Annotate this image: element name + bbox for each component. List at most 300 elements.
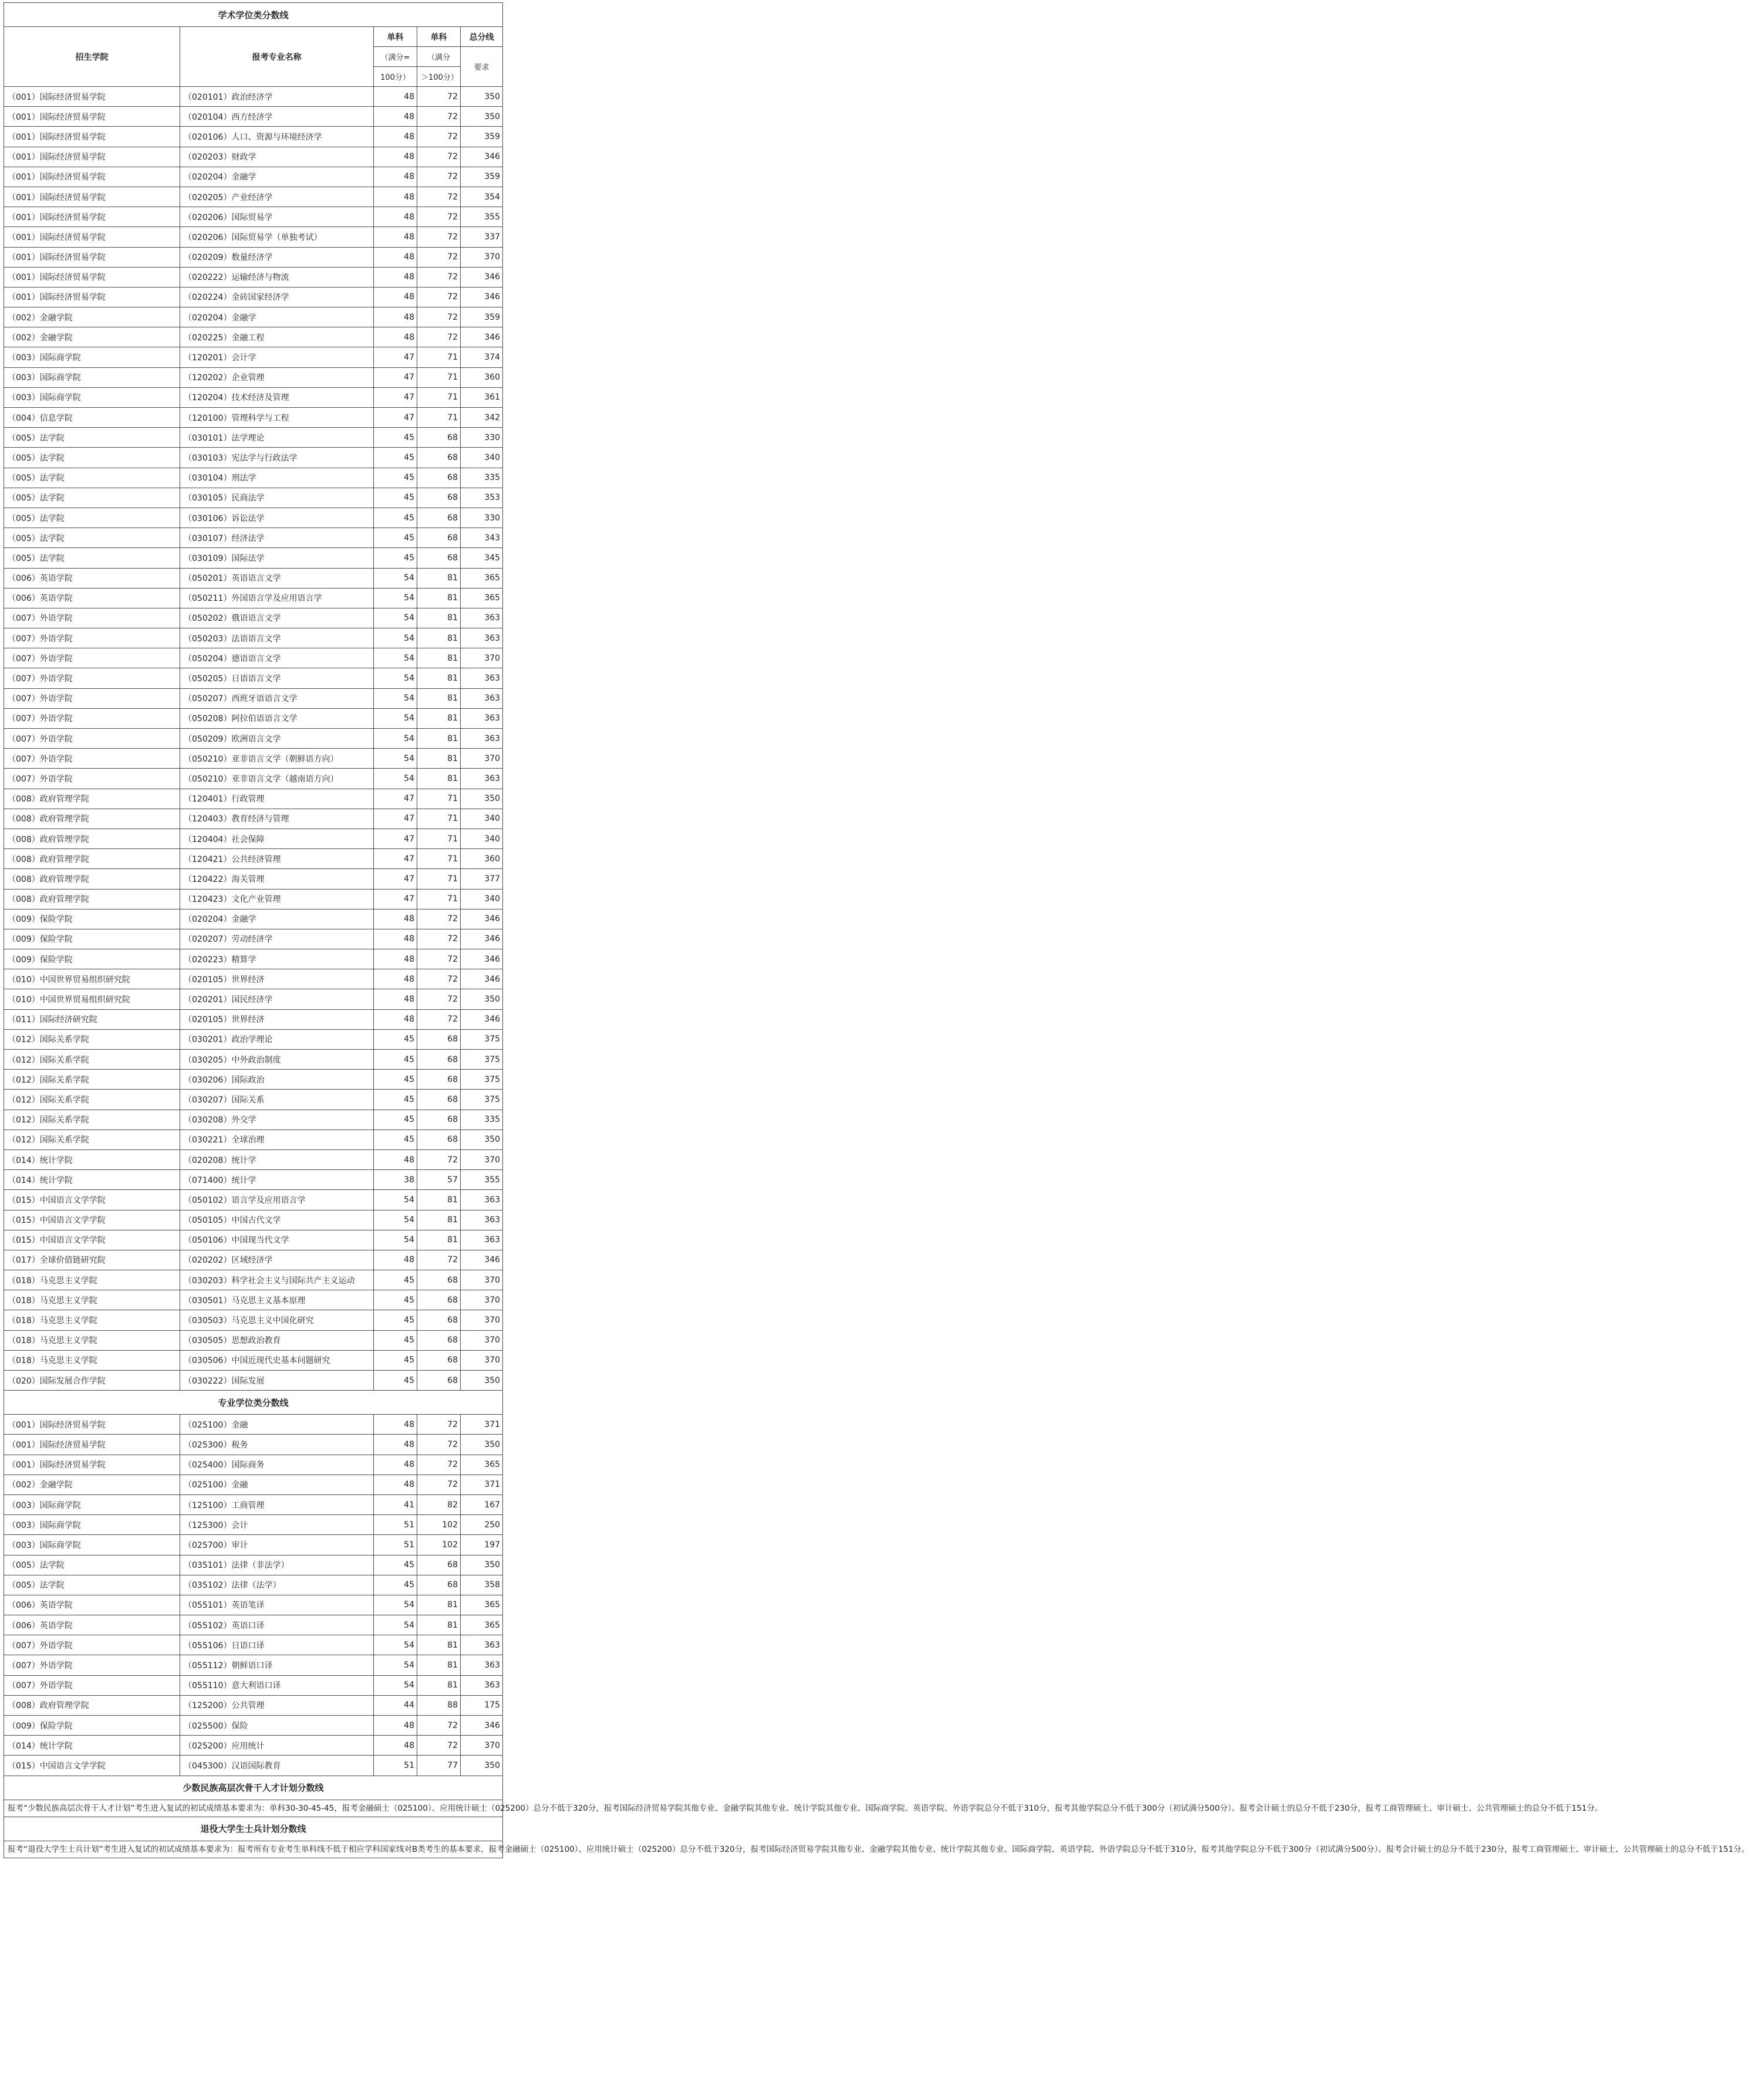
cell-single2: 68 — [417, 448, 461, 468]
cell-single2: 71 — [417, 789, 461, 809]
cell-single1: 47 — [374, 849, 417, 869]
cell-school: （002）金融学院 — [4, 327, 180, 347]
cell-single2: 68 — [417, 1130, 461, 1149]
cell-single2: 72 — [417, 327, 461, 347]
cell-major: （120403）教育经济与管理 — [180, 809, 374, 828]
cell-school: （014）统计学院 — [4, 1736, 180, 1756]
cell-major: （020104）西方经济学 — [180, 107, 374, 127]
cell-total: 363 — [461, 1675, 503, 1695]
cell-major: （020205）产业经济学 — [180, 187, 374, 207]
cell-single1: 45 — [374, 1371, 417, 1391]
cell-school: （005）法学院 — [4, 508, 180, 527]
cell-school: （007）外语学院 — [4, 688, 180, 708]
table-row — [4, 1330, 503, 1350]
cell-single1: 48 — [374, 307, 417, 327]
table-row — [4, 1716, 503, 1736]
cell-total: 359 — [461, 127, 503, 147]
cell-major: （120201）会计学 — [180, 347, 374, 367]
cell-single2: 82 — [417, 1494, 461, 1514]
cell-major: （120421）公共经济管理 — [180, 849, 374, 869]
cell-total: 346 — [461, 949, 503, 969]
header-single2-line2: （满分 — [417, 47, 461, 67]
cell-total: 350 — [461, 1756, 503, 1776]
cell-single1: 47 — [374, 408, 417, 428]
cell-single2: 81 — [417, 568, 461, 588]
cell-school: （001）国际经济贸易学院 — [4, 1455, 180, 1475]
cell-single2: 72 — [417, 107, 461, 127]
cell-total: 346 — [461, 1009, 503, 1029]
cell-school: （007）外语学院 — [4, 628, 180, 648]
table-row — [4, 387, 503, 407]
cell-total: 350 — [461, 1371, 503, 1391]
cell-single2: 68 — [417, 1270, 461, 1290]
cell-total: 355 — [461, 207, 503, 227]
cell-single2: 81 — [417, 648, 461, 668]
cell-school: （018）马克思主义学院 — [4, 1290, 180, 1310]
cell-major: （025300）税务 — [180, 1435, 374, 1455]
cell-single1: 45 — [374, 1110, 417, 1130]
cell-single1: 45 — [374, 1050, 417, 1070]
cell-total: 175 — [461, 1695, 503, 1715]
cell-school: （003）国际商学院 — [4, 347, 180, 367]
table-row — [4, 628, 503, 648]
cell-single2: 72 — [417, 929, 461, 949]
table-row — [4, 989, 503, 1009]
cell-single1: 48 — [374, 1716, 417, 1736]
cell-major: （030201）政治学理论 — [180, 1029, 374, 1049]
table-row — [4, 1736, 503, 1756]
table-row — [4, 1009, 503, 1029]
cell-major: （050204）德语语言文学 — [180, 648, 374, 668]
cell-single2: 81 — [417, 1675, 461, 1695]
cell-school: （007）外语学院 — [4, 608, 180, 628]
cell-single2: 77 — [417, 1756, 461, 1776]
header-school: 招生学院 — [4, 27, 180, 87]
cell-school: （012）国际关系学院 — [4, 1070, 180, 1090]
cell-school: （005）法学院 — [4, 488, 180, 508]
header-total-line1: 总分线 — [461, 27, 503, 47]
table-row — [4, 1170, 503, 1190]
cell-school: （008）政府管理学院 — [4, 889, 180, 909]
cell-major: （120404）社会保障 — [180, 828, 374, 848]
cell-single2: 68 — [417, 1290, 461, 1310]
cell-single1: 51 — [374, 1535, 417, 1555]
cell-single2: 68 — [417, 508, 461, 527]
table-row — [4, 1149, 503, 1169]
veteran-section-text: 报考“退役大学生士兵计划”考生进入复试的初试成绩基本要求为：报考所有专业考生单科线不低于相应学科国家线对B类考生的基本要求，报考金融硕士（025100）、应用统计硕士（025200）总分不低于320分，报考国际经济贸易学院其他专业、金融学院其他专业、统计学院其他专业、国际商学院、英语学院、外语学院总分不低于310分，报考其他学院总分不低于300分（初试满分500分）。报考会计硕士的总分不低于230分，报考工商管理硕士、审计硕士、公共管理硕士的总分不低于151分。 — [4, 1841, 503, 1858]
cell-major: （055106）日语口译 — [180, 1635, 374, 1655]
header-single1-line2: （满分= — [374, 47, 417, 67]
cell-school: （014）统计学院 — [4, 1149, 180, 1169]
cell-total: 360 — [461, 849, 503, 869]
table-row — [4, 227, 503, 247]
table-row — [4, 1615, 503, 1635]
cell-single2: 71 — [417, 347, 461, 367]
cell-single2: 68 — [417, 1575, 461, 1595]
cell-total: 350 — [461, 1130, 503, 1149]
cell-single1: 54 — [374, 1190, 417, 1210]
cell-total: 340 — [461, 889, 503, 909]
cell-single2: 81 — [417, 628, 461, 648]
cell-school: （005）法学院 — [4, 1575, 180, 1595]
cell-school: （018）马克思主义学院 — [4, 1270, 180, 1290]
table-row — [4, 187, 503, 207]
cell-major: （020224）金砖国家经济学 — [180, 287, 374, 307]
table-row — [4, 809, 503, 828]
cell-single1: 47 — [374, 889, 417, 909]
cell-major: （050201）英语语言文学 — [180, 568, 374, 588]
cell-total: 375 — [461, 1050, 503, 1070]
cell-single1: 48 — [374, 1009, 417, 1029]
table-row — [4, 107, 503, 127]
cell-total: 363 — [461, 1230, 503, 1250]
cell-total: 346 — [461, 147, 503, 167]
cell-single1: 45 — [374, 1350, 417, 1370]
cell-school: （012）国际关系学院 — [4, 1110, 180, 1130]
table-row — [4, 688, 503, 708]
cell-single2: 72 — [417, 147, 461, 167]
cell-single1: 45 — [374, 448, 417, 468]
cell-school: （018）马克思主义学院 — [4, 1350, 180, 1370]
table-row — [4, 889, 503, 909]
cell-single2: 81 — [417, 1210, 461, 1230]
cell-total: 350 — [461, 87, 503, 107]
cell-total: 343 — [461, 528, 503, 548]
cell-school: （001）国际经济贸易学院 — [4, 287, 180, 307]
cell-major: （025100）金融 — [180, 1475, 374, 1494]
cell-single2: 71 — [417, 809, 461, 828]
cell-single2: 68 — [417, 1050, 461, 1070]
cell-major: （050207）西班牙语语言文学 — [180, 688, 374, 708]
cell-total: 350 — [461, 789, 503, 809]
header-row-1 — [4, 27, 503, 47]
cell-major: （050203）法语语言文学 — [180, 628, 374, 648]
cell-total: 353 — [461, 488, 503, 508]
cell-school: （006）英语学院 — [4, 1615, 180, 1635]
cell-school: （001）国际经济贸易学院 — [4, 227, 180, 247]
cell-major: （120401）行政管理 — [180, 789, 374, 809]
cell-total: 340 — [461, 448, 503, 468]
cell-single1: 48 — [374, 167, 417, 187]
cell-major: （125300）会计 — [180, 1515, 374, 1535]
cell-school: （002）金融学院 — [4, 1475, 180, 1494]
cell-single1: 47 — [374, 869, 417, 889]
header-single2-line3: ＞100分） — [417, 67, 461, 87]
table-row — [4, 1070, 503, 1090]
cell-major: （055101）英语笔译 — [180, 1595, 374, 1615]
table-row — [4, 909, 503, 929]
cell-total: 346 — [461, 969, 503, 989]
cell-school: （001）国际经济贸易学院 — [4, 107, 180, 127]
cell-school: （003）国际商学院 — [4, 387, 180, 407]
cell-single1: 54 — [374, 1615, 417, 1635]
cell-school: （015）中国语言文学学院 — [4, 1230, 180, 1250]
cell-school: （001）国际经济贸易学院 — [4, 247, 180, 267]
cell-major: （050210）亚非语言文学（越南语方向） — [180, 769, 374, 789]
cell-total: 361 — [461, 387, 503, 407]
table-row — [4, 708, 503, 728]
cell-single2: 72 — [417, 187, 461, 207]
cell-single1: 48 — [374, 909, 417, 929]
cell-major: （120204）技术经济及管理 — [180, 387, 374, 407]
table-row — [4, 1230, 503, 1250]
cell-single1: 48 — [374, 267, 417, 287]
cell-single1: 48 — [374, 87, 417, 107]
cell-single2: 71 — [417, 408, 461, 428]
table-row — [4, 1455, 503, 1475]
cell-total: 363 — [461, 1655, 503, 1675]
table-row — [4, 969, 503, 989]
cell-single2: 71 — [417, 828, 461, 848]
cell-single2: 81 — [417, 688, 461, 708]
cell-school: （001）国际经济贸易学院 — [4, 147, 180, 167]
cell-total: 350 — [461, 1435, 503, 1455]
cell-total: 377 — [461, 869, 503, 889]
cell-major: （030505）思想政治教育 — [180, 1330, 374, 1350]
cell-single1: 54 — [374, 1595, 417, 1615]
cell-single1: 47 — [374, 387, 417, 407]
cell-major: （120422）海关管理 — [180, 869, 374, 889]
cell-school: （005）法学院 — [4, 528, 180, 548]
cell-major: （030106）诉讼法学 — [180, 508, 374, 527]
cell-total: 363 — [461, 729, 503, 749]
cell-total: 365 — [461, 1455, 503, 1475]
cell-single2: 68 — [417, 1350, 461, 1370]
cell-single1: 48 — [374, 327, 417, 347]
cell-total: 363 — [461, 628, 503, 648]
cell-single2: 72 — [417, 969, 461, 989]
cell-total: 363 — [461, 1635, 503, 1655]
cell-major: （020204）金融学 — [180, 909, 374, 929]
table-row — [4, 1050, 503, 1070]
cell-major: （030203）科学社会主义与国际共产主义运动 — [180, 1270, 374, 1290]
table-row — [4, 448, 503, 468]
cell-total: 340 — [461, 809, 503, 828]
cell-major: （030105）民商法学 — [180, 488, 374, 508]
cell-single1: 45 — [374, 528, 417, 548]
table-row — [4, 327, 503, 347]
cell-single1: 45 — [374, 428, 417, 448]
cell-single2: 72 — [417, 989, 461, 1009]
cell-total: 370 — [461, 1310, 503, 1330]
cell-major: （030107）经济法学 — [180, 528, 374, 548]
cell-school: （008）政府管理学院 — [4, 849, 180, 869]
cell-total: 359 — [461, 167, 503, 187]
cell-school: （003）国际商学院 — [4, 1535, 180, 1555]
cell-major: （030205）中外政治制度 — [180, 1050, 374, 1070]
cell-school: （004）信息学院 — [4, 408, 180, 428]
cell-single2: 81 — [417, 668, 461, 688]
cell-total: 350 — [461, 989, 503, 1009]
cell-school: （007）外语学院 — [4, 749, 180, 769]
cell-school: （008）政府管理学院 — [4, 869, 180, 889]
cell-single1: 45 — [374, 508, 417, 527]
minority-text-row — [4, 1800, 503, 1817]
cell-single1: 48 — [374, 247, 417, 267]
cell-major: （020105）世界经济 — [180, 1009, 374, 1029]
veteran-title-row — [4, 1817, 503, 1841]
cell-single2: 72 — [417, 1435, 461, 1455]
cell-school: （010）中国世界贸易组织研究院 — [4, 989, 180, 1009]
cell-single2: 71 — [417, 849, 461, 869]
cell-school: （012）国际关系学院 — [4, 1029, 180, 1049]
cell-school: （007）外语学院 — [4, 1635, 180, 1655]
cell-major: （020101）政治经济学 — [180, 87, 374, 107]
cell-major: （050210）亚非语言文学（朝鲜语方向） — [180, 749, 374, 769]
table-row — [4, 468, 503, 488]
cell-school: （005）法学院 — [4, 428, 180, 448]
cell-single2: 72 — [417, 1455, 461, 1475]
cell-single2: 68 — [417, 548, 461, 568]
table-row — [4, 1371, 503, 1391]
cell-major: （125100）工商管理 — [180, 1494, 374, 1514]
cell-single2: 68 — [417, 1555, 461, 1575]
cell-single2: 72 — [417, 1736, 461, 1756]
cell-major: （055110）意大利语口译 — [180, 1675, 374, 1695]
table-row — [4, 1210, 503, 1230]
cell-single1: 54 — [374, 1210, 417, 1230]
cell-single2: 72 — [417, 167, 461, 187]
cell-school: （008）政府管理学院 — [4, 1695, 180, 1715]
cell-single2: 71 — [417, 387, 461, 407]
cell-single1: 48 — [374, 107, 417, 127]
cell-school: （008）政府管理学院 — [4, 828, 180, 848]
table-row — [4, 528, 503, 548]
cell-major: （050208）阿拉伯语语言文学 — [180, 708, 374, 728]
cell-single1: 54 — [374, 568, 417, 588]
cell-single2: 81 — [417, 729, 461, 749]
cell-single1: 45 — [374, 1575, 417, 1595]
cell-total: 346 — [461, 909, 503, 929]
minority-section-text: 报考“少数民族高层次骨干人才计划”考生进入复试的初试成绩基本要求为：单科30-30-45-45，报考金融硕士（025100）、应用统计硕士（025200）总分不低于320分，报考国际经济贸易学院其他专业、金融学院其他专业、统计学院其他专业、国际商学院、英语学院、外语学院总分不低于310分，报考其他学院总分不低于300分（初试满分500分）。报考会计硕士的总分不低于230分，报考工商管理硕士、审计硕士、公共管理硕士的总分不低于151分。 — [4, 1800, 503, 1817]
cell-single2: 68 — [417, 1310, 461, 1330]
cell-single1: 54 — [374, 749, 417, 769]
cell-single2: 68 — [417, 1110, 461, 1130]
cell-total: 345 — [461, 548, 503, 568]
table-row — [4, 588, 503, 608]
cell-major: （120423）文化产业管理 — [180, 889, 374, 909]
cell-school: （006）英语学院 — [4, 568, 180, 588]
table-row — [4, 428, 503, 448]
cell-single1: 54 — [374, 648, 417, 668]
cell-school: （005）法学院 — [4, 548, 180, 568]
cell-school: （001）国际经济贸易学院 — [4, 1435, 180, 1455]
table-row — [4, 1250, 503, 1270]
header-single2-line1: 单科 — [417, 27, 461, 47]
cell-single1: 54 — [374, 708, 417, 728]
cell-single2: 72 — [417, 1716, 461, 1736]
cell-single2: 68 — [417, 428, 461, 448]
table-row — [4, 1029, 503, 1049]
table-row — [4, 1415, 503, 1435]
cell-single1: 41 — [374, 1494, 417, 1514]
cell-major: （020207）劳动经济学 — [180, 929, 374, 949]
cell-total: 197 — [461, 1535, 503, 1555]
table-row — [4, 608, 503, 628]
cell-single1: 54 — [374, 608, 417, 628]
cell-total: 335 — [461, 468, 503, 488]
table-row — [4, 568, 503, 588]
table-row — [4, 287, 503, 307]
cell-total: 371 — [461, 1475, 503, 1494]
cell-single2: 72 — [417, 307, 461, 327]
table-row — [4, 1350, 503, 1370]
cell-school: （009）保险学院 — [4, 909, 180, 929]
cell-total: 360 — [461, 367, 503, 387]
veteran-text-row — [4, 1841, 503, 1858]
cell-single2: 72 — [417, 1009, 461, 1029]
cell-single1: 48 — [374, 1455, 417, 1475]
cell-single2: 71 — [417, 889, 461, 909]
cell-single1: 48 — [374, 1736, 417, 1756]
cell-school: （002）金融学院 — [4, 307, 180, 327]
cell-single2: 81 — [417, 588, 461, 608]
header-single1-line1: 单科 — [374, 27, 417, 47]
cell-major: （025100）金融 — [180, 1415, 374, 1435]
header-total-line2: 要求 — [461, 47, 503, 87]
cell-school: （009）保险学院 — [4, 929, 180, 949]
cell-single2: 57 — [417, 1170, 461, 1190]
table-row — [4, 1675, 503, 1695]
cell-school: （018）马克思主义学院 — [4, 1310, 180, 1330]
cell-single1: 48 — [374, 969, 417, 989]
table-row — [4, 1110, 503, 1130]
cell-school: （006）英语学院 — [4, 588, 180, 608]
cell-total: 337 — [461, 227, 503, 247]
cell-major: （020204）金融学 — [180, 167, 374, 187]
cell-single2: 81 — [417, 1230, 461, 1250]
table-row — [4, 668, 503, 688]
cell-single1: 54 — [374, 1635, 417, 1655]
cell-single2: 72 — [417, 949, 461, 969]
table-row — [4, 869, 503, 889]
cell-major: （020203）财政学 — [180, 147, 374, 167]
cell-single1: 48 — [374, 227, 417, 247]
cell-school: （012）国际关系学院 — [4, 1050, 180, 1070]
cell-single1: 44 — [374, 1695, 417, 1715]
minority-title-row — [4, 1776, 503, 1800]
table-row — [4, 1695, 503, 1715]
cell-single1: 51 — [374, 1756, 417, 1776]
cell-school: （007）外语学院 — [4, 769, 180, 789]
cell-single1: 54 — [374, 588, 417, 608]
cell-total: 371 — [461, 1415, 503, 1435]
cell-single2: 68 — [417, 1070, 461, 1090]
cell-school: （001）国际经济贸易学院 — [4, 207, 180, 227]
cell-major: （025500）保险 — [180, 1716, 374, 1736]
cell-single2: 72 — [417, 287, 461, 307]
table-row — [4, 508, 503, 527]
cell-major: （030109）国际法学 — [180, 548, 374, 568]
cell-school: （014）统计学院 — [4, 1170, 180, 1190]
cell-major: （030206）国际政治 — [180, 1070, 374, 1090]
cell-major: （125200）公共管理 — [180, 1695, 374, 1715]
cell-total: 370 — [461, 1149, 503, 1169]
cell-school: （012）国际关系学院 — [4, 1130, 180, 1149]
cell-major: （030103）宪法学与行政法学 — [180, 448, 374, 468]
cell-single2: 71 — [417, 367, 461, 387]
table-row — [4, 1595, 503, 1615]
cell-single2: 88 — [417, 1695, 461, 1715]
cell-single2: 81 — [417, 769, 461, 789]
table-row — [4, 548, 503, 568]
cell-single1: 51 — [374, 1515, 417, 1535]
cell-single2: 81 — [417, 708, 461, 728]
table-row — [4, 648, 503, 668]
cell-major: （020223）精算学 — [180, 949, 374, 969]
cell-single1: 45 — [374, 1130, 417, 1149]
cell-single1: 38 — [374, 1170, 417, 1190]
